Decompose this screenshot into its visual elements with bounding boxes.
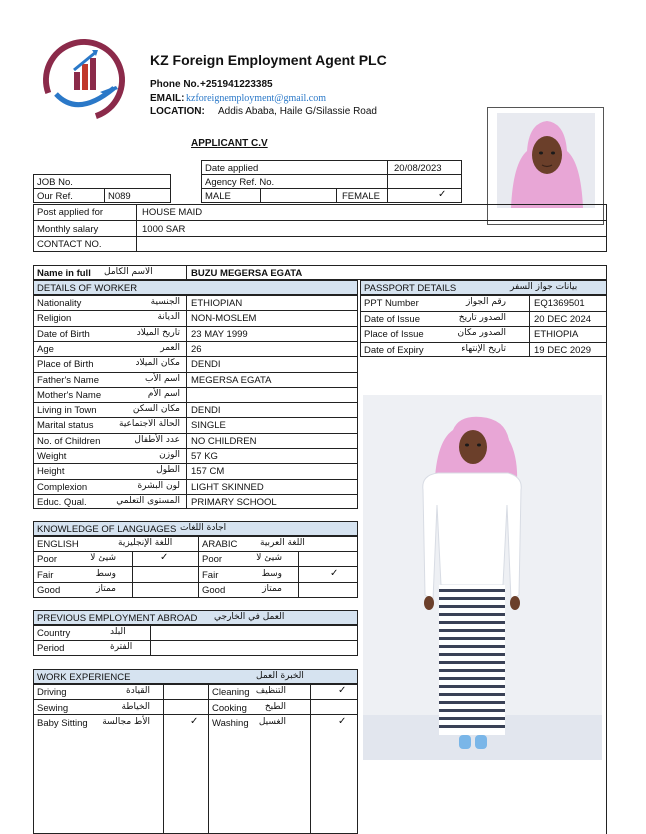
worker-row-label: Height (37, 466, 65, 478)
period-label: Period (37, 643, 65, 654)
worker-row-label: No. of Children (37, 435, 101, 447)
salary-value: 1000 SAR (142, 224, 186, 235)
english-level-ar: شيئ لا (90, 553, 116, 563)
english-level-ar: ممتاز (96, 584, 116, 594)
english-label: ENGLISH (37, 539, 79, 550)
experience-left-ar: الخياطة (121, 701, 150, 712)
worker-row-value: MEGERSA EGATA (191, 374, 272, 386)
country-label: Country (37, 628, 71, 639)
worker-row-label: Educ. Qual. (37, 496, 87, 508)
english-level-label: Fair (37, 569, 54, 581)
arabic-level-ar: شيئ لا (256, 553, 282, 563)
english-level-check: ✓ (160, 552, 169, 563)
worker-row-label-ar: عدد الأطفال (134, 434, 180, 445)
worker-row-value: NO CHILDREN (191, 435, 257, 447)
english-level-label: Good (37, 585, 61, 596)
worker-row-label-ar: الحالة الاجتماعية (119, 419, 180, 430)
worker-header-label: DETAILS OF WORKER (37, 283, 138, 294)
experience-left-label: Baby Sitting (37, 718, 88, 729)
worker-row-value: PRIMARY SCHOOL (191, 496, 277, 508)
contact-label: CONTACT NO. (37, 239, 102, 250)
salary-label: Monthly salary (37, 224, 99, 235)
company-name: KZ Foreign Employment Agent PLC (150, 52, 387, 68)
experience-left-ar: القيادة (126, 686, 150, 696)
worker-row-label-ar: اسم الأب (145, 373, 180, 384)
english-level-ar: وسط (95, 568, 116, 579)
worker-row-label-ar: تاريخ الميلاد (136, 327, 180, 338)
female-label: FEMALE (342, 191, 381, 202)
arabic-level-label: Fair (202, 569, 219, 581)
passport-row-label: Date of Expiry (364, 344, 424, 356)
worker-row-label: Weight (37, 451, 67, 462)
english-level-label: Poor (37, 554, 58, 565)
applicant-portrait-photo (497, 113, 595, 208)
male-label: MALE (205, 191, 231, 202)
phone-value: +251941223385 (200, 79, 273, 90)
passport-row-label-ar: تاريخ الإنتهاء (461, 343, 506, 354)
english-label-ar: اللغة الإنجليزية (118, 538, 173, 548)
passport-row-value: EQ1369501 (534, 298, 585, 309)
worker-row-label-ar: مكان السكن (132, 404, 180, 415)
worker-row-label-ar: الجنسية (150, 297, 180, 307)
worker-row-value: SINGLE (191, 420, 226, 432)
arabic-level-ar: وسط (261, 568, 282, 579)
worker-row-label-ar: اسم الأم (147, 388, 180, 399)
languages-header-label: KNOWLEDGE OF LANGUAGES (37, 524, 177, 535)
worker-row-label-ar: مكان الميلاد (135, 358, 180, 369)
worker-row-value: 157 CM (191, 466, 225, 478)
agency-logo (38, 34, 130, 126)
experience-left-label: Driving (37, 687, 67, 698)
worker-row-label-ar: الوزن (159, 450, 180, 460)
worker-row-value: 23 MAY 1999 (191, 328, 248, 340)
worker-row-label-ar: لون البشرة (137, 480, 180, 491)
worker-row-label: Complexion (37, 481, 88, 493)
passport-header-ar: بيانات جواز السفر (510, 282, 578, 292)
experience-header-label: WORK EXPERIENCE (37, 672, 131, 683)
passport-row-label: Place of Issue (364, 329, 424, 340)
employment-header-label: PREVIOUS EMPLOYMENT ABROAD (37, 613, 198, 624)
job-no-label: JOB No. (37, 177, 73, 188)
date-applied-label: Date applied (205, 163, 259, 174)
worker-row-label: Mother's Name (37, 389, 102, 401)
worker-row-label: Father's Name (37, 374, 100, 386)
worker-row-label-ar: المستوى التعلمي (116, 495, 180, 506)
gender-row (201, 188, 462, 203)
worker-row-value: DENDI (191, 405, 221, 417)
female-check: ✓ (438, 189, 447, 200)
passport-row-label: PPT Number (364, 298, 419, 309)
page-title: APPLICANT C.V (191, 138, 268, 149)
experience-right-ar: الطبخ (264, 701, 286, 712)
name-label-ar: الاسم الكامل (104, 267, 153, 277)
worker-row-value: LIGHT SKINNED (191, 481, 264, 493)
email-link[interactable]: kzforeignemployment@gmail.com (186, 93, 327, 104)
arabic-level-check: ✓ (330, 567, 339, 579)
worker-row-label-ar: الطول (156, 465, 180, 476)
experience-left-check: ✓ (190, 716, 199, 727)
worker-row-value: DENDI (191, 359, 221, 371)
worker-row-label: Religion (37, 313, 72, 325)
worker-row-label: Nationality (37, 298, 82, 309)
experience-header-ar: الخبرة العمل (256, 671, 304, 681)
name-label: Name in full (37, 268, 91, 279)
our-ref-value: N089 (108, 191, 131, 202)
arabic-level-label: Good (202, 585, 226, 596)
worker-row-label: Date of Birth (37, 328, 90, 340)
arabic-level-ar: ممتاز (262, 584, 282, 594)
experience-right-check: ✓ (338, 716, 347, 727)
worker-row-label: Place of Birth (37, 359, 94, 371)
worker-row-value: NON-MOSLEM (191, 313, 257, 325)
arabic-label: ARABIC (202, 539, 238, 550)
passport-row-label-ar: رقم الجواز (465, 297, 506, 307)
right-column-border (606, 357, 607, 834)
experience-right-ar: الغسيل (258, 717, 286, 727)
passport-row-value: ETHIOPIA (534, 329, 579, 340)
email-label: EMAIL: (150, 93, 185, 104)
name-value: BUZU MEGERSA EGATA (191, 268, 303, 279)
post-label: Post applied for (37, 207, 104, 218)
phone-label: Phone No. (150, 79, 200, 90)
worker-row-value: 26 (191, 343, 202, 355)
passport-header-label: PASSPORT DETAILS (364, 283, 457, 294)
experience-right-label: Cooking (212, 702, 247, 714)
experience-right-check: ✓ (338, 685, 347, 696)
worker-row-label: Living in Town (37, 405, 97, 417)
post-table (33, 204, 607, 252)
arabic-level-label: Poor (202, 554, 223, 565)
experience-right-label: Washing (212, 718, 249, 729)
country-label-ar: البلد (110, 627, 126, 637)
post-value: HOUSE MAID (142, 207, 203, 218)
worker-row-value: ETHIOPIAN (191, 298, 243, 309)
arabic-label-ar: اللغة العربية (260, 538, 305, 548)
experience-right-ar: التنظيف (255, 686, 286, 696)
employment-header-ar: العمل في الخارجي (214, 612, 285, 622)
experience-right-label: Cleaning (212, 687, 250, 698)
period-label-ar: الفترة (110, 642, 133, 652)
agency-ref-label: Agency Ref. No. (205, 177, 275, 188)
date-applied-value: 20/08/2023 (394, 163, 442, 174)
worker-row-label-ar: العمر (160, 342, 180, 353)
applicant-full-body-photo (363, 395, 602, 760)
passport-row-label-ar: الصدور مكان (457, 328, 506, 338)
passport-row-label-ar: الصدور تاريخ (458, 312, 506, 323)
worker-row-label: Marital status (37, 420, 94, 432)
our-ref-label: Our Ref. (37, 191, 73, 202)
passport-row-value: 20 DEC 2024 (534, 313, 592, 325)
location-label: LOCATION: (150, 106, 205, 117)
languages-header-ar: اجادة اللغات (180, 523, 227, 533)
worker-row-label: Age (37, 343, 54, 355)
languages-table (33, 536, 358, 598)
location-value: Addis Ababa, Haile G/Silassie Road (218, 106, 377, 117)
worker-row-label-ar: الديانة (157, 312, 180, 323)
passport-row-value: 19 DEC 2029 (534, 344, 592, 356)
worker-row-value: 57 KG (191, 451, 218, 462)
experience-left-ar: الأط مجالسة (102, 717, 150, 727)
experience-left-label: Sewing (37, 702, 69, 714)
passport-row-label: Date of Issue (364, 313, 420, 325)
